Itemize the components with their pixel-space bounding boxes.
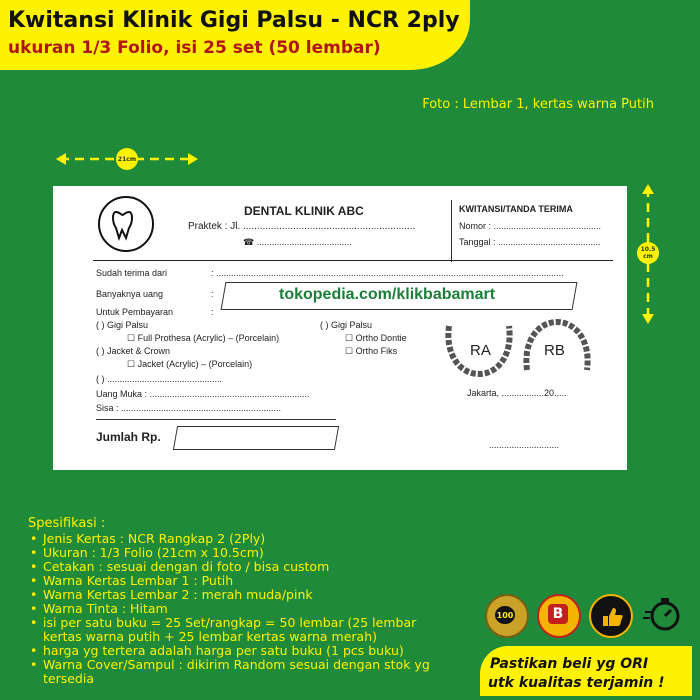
signature-line: ............................: [489, 440, 560, 450]
list-item: • Warna Kertas Lembar 2 : merah muda/pink: [27, 588, 447, 602]
praktek-line: Praktek : Jl. ..............................................................: [188, 221, 416, 232]
lower-jaw-label: RB: [544, 342, 565, 359]
sudah-terima-label: Sudah terima dari: [96, 268, 168, 278]
dental-arch-diagram-icon: [441, 316, 596, 380]
height-label: 10.5 cm: [637, 242, 659, 264]
authenticity-banner: [480, 646, 692, 696]
nomor-field: Nomor : ...........................................: [459, 221, 602, 231]
clinic-logo: [98, 196, 154, 252]
photo-caption: Foto : Lembar 1, kertas warna Putih: [422, 97, 654, 112]
clinic-name: DENTAL KLINIK ABC: [244, 204, 364, 218]
jumlah-box: [173, 426, 339, 450]
upper-jaw-label: RA: [470, 342, 491, 359]
header-rule: [93, 260, 613, 261]
sudah-terima-field: : ...........................................................................................................................................: [211, 268, 564, 278]
total-rule: [96, 419, 336, 420]
option-gigi-palsu: ( ) Gigi Palsu: [96, 320, 149, 330]
brand-letter: B: [548, 604, 568, 624]
guarantee-badge-icon: [485, 594, 529, 638]
banyaknya-label: Banyaknya uang: [96, 289, 164, 299]
sisa-field: Sisa : ................................................................: [96, 403, 282, 413]
list-item: • Ukuran : 1/3 Folio (21cm x 10.5cm): [27, 546, 447, 560]
height-dimension: [638, 184, 658, 324]
jumlah-label: Jumlah Rp.: [96, 430, 161, 444]
option-jacket-crown: ( ) Jacket & Crown: [96, 346, 171, 356]
product-title: Kwitansi Klinik Gigi Palsu - NCR 2ply: [8, 8, 460, 33]
untuk-label: Untuk Pembayaran: [96, 307, 174, 317]
option-other: ( ) ..............................................: [96, 374, 223, 384]
tooth-icon: [100, 198, 152, 250]
store-url: tokopedia.com/klikbabamart: [279, 286, 496, 303]
option-gigi-palsu-2: ( ) Gigi Palsu: [320, 320, 373, 330]
option-ortho-dontie: ☐ Ortho Dontie: [345, 333, 407, 343]
spec-list: [27, 532, 447, 686]
stopwatch-icon: [643, 594, 683, 634]
uang-muka-field: Uang Muka : ................................................................: [96, 389, 310, 399]
receipt-sample: [53, 186, 627, 470]
list-item: • Warna Cover/Sampul : dikirim Random sesuai dengan stok yg tersedia: [27, 658, 447, 686]
guarantee-text: 100: [495, 606, 515, 624]
spec-title: Spesifikasi :: [28, 516, 106, 531]
list-item: • Warna Kertas Lembar 1 : Putih: [27, 574, 447, 588]
doc-title: KWITANSI/TANDA TERIMA: [459, 204, 573, 214]
place-date: Jakarta, .................20.....: [467, 388, 567, 398]
list-item: • isi per satu buku = 25 Set/rangkap = 50 lembar (25 lembar kertas warna putih + 25 lembar kertas warna merah): [27, 616, 447, 644]
tanggal-field: Tanggal : .........................................: [459, 237, 601, 247]
brand-badge-icon: [537, 594, 581, 638]
option-ortho-fiks: ☐ Ortho Fiks: [345, 346, 398, 356]
list-item: • Jenis Kertas : NCR Rangkap 2 (2Ply): [27, 532, 447, 546]
title-banner: [0, 0, 470, 70]
list-item: • Warna Tinta : Hitam: [27, 602, 447, 616]
untuk-colon: :: [211, 307, 214, 317]
option-jacket-acrylic: ☐ Jacket (Acrylic) – (Porcelain): [127, 359, 253, 369]
width-dimension: [56, 151, 198, 167]
badge-row: [485, 594, 690, 638]
cta-line-1: Pastikan beli yg ORI: [490, 656, 649, 672]
width-label: 21cm: [116, 148, 138, 170]
list-item: • Cetakan : sesuai dengan di foto / bisa custom: [27, 560, 447, 574]
header-divider: [451, 200, 452, 262]
thumbs-up-icon: [589, 594, 633, 638]
product-subtitle: ukuran 1/3 Folio, isi 25 set (50 lembar): [8, 38, 381, 58]
list-item: • harga yg tertera adalah harga per satu buku (1 pcs buku): [27, 644, 447, 658]
banyaknya-colon: :: [211, 289, 214, 299]
phone-line: ☎ ......................................: [243, 237, 352, 247]
cta-line-2: utk kualitas terjamin !: [488, 675, 665, 691]
option-full-prothesa: ☐ Full Prothesa (Acrylic) – (Porcelain): [127, 333, 280, 343]
